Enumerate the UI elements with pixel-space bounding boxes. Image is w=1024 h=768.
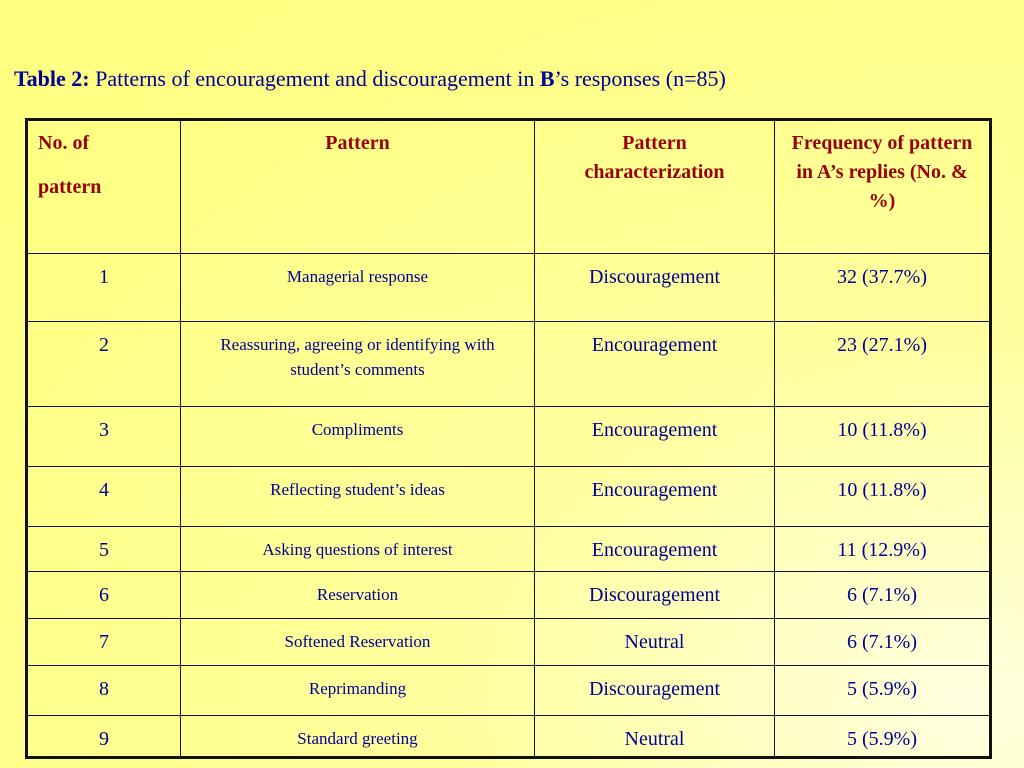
cell-characterization: Encouragement	[535, 407, 775, 467]
cell-no: 5	[27, 527, 181, 572]
cell-pattern: Asking questions of interest	[181, 527, 535, 572]
cell-frequency: 11 (12.9%)	[775, 527, 991, 572]
cell-no: 6	[27, 572, 181, 619]
header-pattern: Pattern	[181, 120, 535, 254]
table-row	[27, 527, 991, 572]
cell-no: 3	[27, 407, 181, 467]
cell-pattern: Reprimanding	[181, 666, 535, 716]
cell-frequency: 6 (7.1%)	[775, 619, 991, 666]
table-row	[27, 407, 991, 467]
cell-pattern: Managerial response	[181, 254, 535, 322]
cell-pattern: Softened Reservation	[181, 619, 535, 666]
cell-no: 2	[27, 322, 181, 407]
cell-no: 1	[27, 254, 181, 322]
table-row	[27, 254, 991, 322]
table-header-row	[27, 120, 991, 254]
cell-frequency: 10 (11.8%)	[775, 467, 991, 527]
caption-text-after: ’s responses (n=85)	[554, 66, 726, 91]
table-row	[27, 322, 991, 407]
cell-frequency: 32 (37.7%)	[775, 254, 991, 322]
cell-pattern: Standard greeting	[181, 716, 535, 758]
table-row	[27, 467, 991, 527]
caption-label: Table 2:	[14, 66, 90, 91]
table-row	[27, 716, 991, 758]
cell-characterization: Discouragement	[535, 254, 775, 322]
cell-characterization: Discouragement	[535, 572, 775, 619]
caption-text-before: Patterns of encouragement and discouragement in	[95, 66, 535, 91]
cell-frequency: 10 (11.8%)	[775, 407, 991, 467]
cell-pattern: Reassuring, agreeing or identifying with student’s comments	[181, 322, 535, 407]
header-no-line1: No. of	[38, 132, 90, 154]
caption-bold-letter: B	[539, 66, 555, 91]
header-pattern-characterization: Pattern characterization	[535, 120, 775, 254]
table-row	[27, 619, 991, 666]
patterns-table	[25, 118, 992, 759]
table-caption	[14, 66, 726, 92]
cell-no: 9	[27, 716, 181, 758]
cell-no: 4	[27, 467, 181, 527]
cell-characterization: Neutral	[535, 619, 775, 666]
cell-characterization: Encouragement	[535, 467, 775, 527]
cell-frequency: 23 (27.1%)	[775, 322, 991, 407]
cell-frequency: 5 (5.9%)	[775, 666, 991, 716]
cell-pattern: Compliments	[181, 407, 535, 467]
header-no-line2: pattern	[38, 176, 102, 198]
header-no-of-pattern	[27, 120, 181, 254]
cell-characterization: Neutral	[535, 716, 775, 758]
table-row	[27, 572, 991, 619]
cell-characterization: Encouragement	[535, 322, 775, 407]
cell-pattern: Reservation	[181, 572, 535, 619]
cell-pattern: Reflecting student’s ideas	[181, 467, 535, 527]
header-frequency: Frequency of pattern in A’s replies (No. & %)	[775, 120, 991, 254]
cell-frequency: 5 (5.9%)	[775, 716, 991, 758]
cell-no: 7	[27, 619, 181, 666]
table-row	[27, 666, 991, 716]
cell-characterization: Encouragement	[535, 527, 775, 572]
cell-characterization: Discouragement	[535, 666, 775, 716]
cell-frequency: 6 (7.1%)	[775, 572, 991, 619]
cell-no: 8	[27, 666, 181, 716]
